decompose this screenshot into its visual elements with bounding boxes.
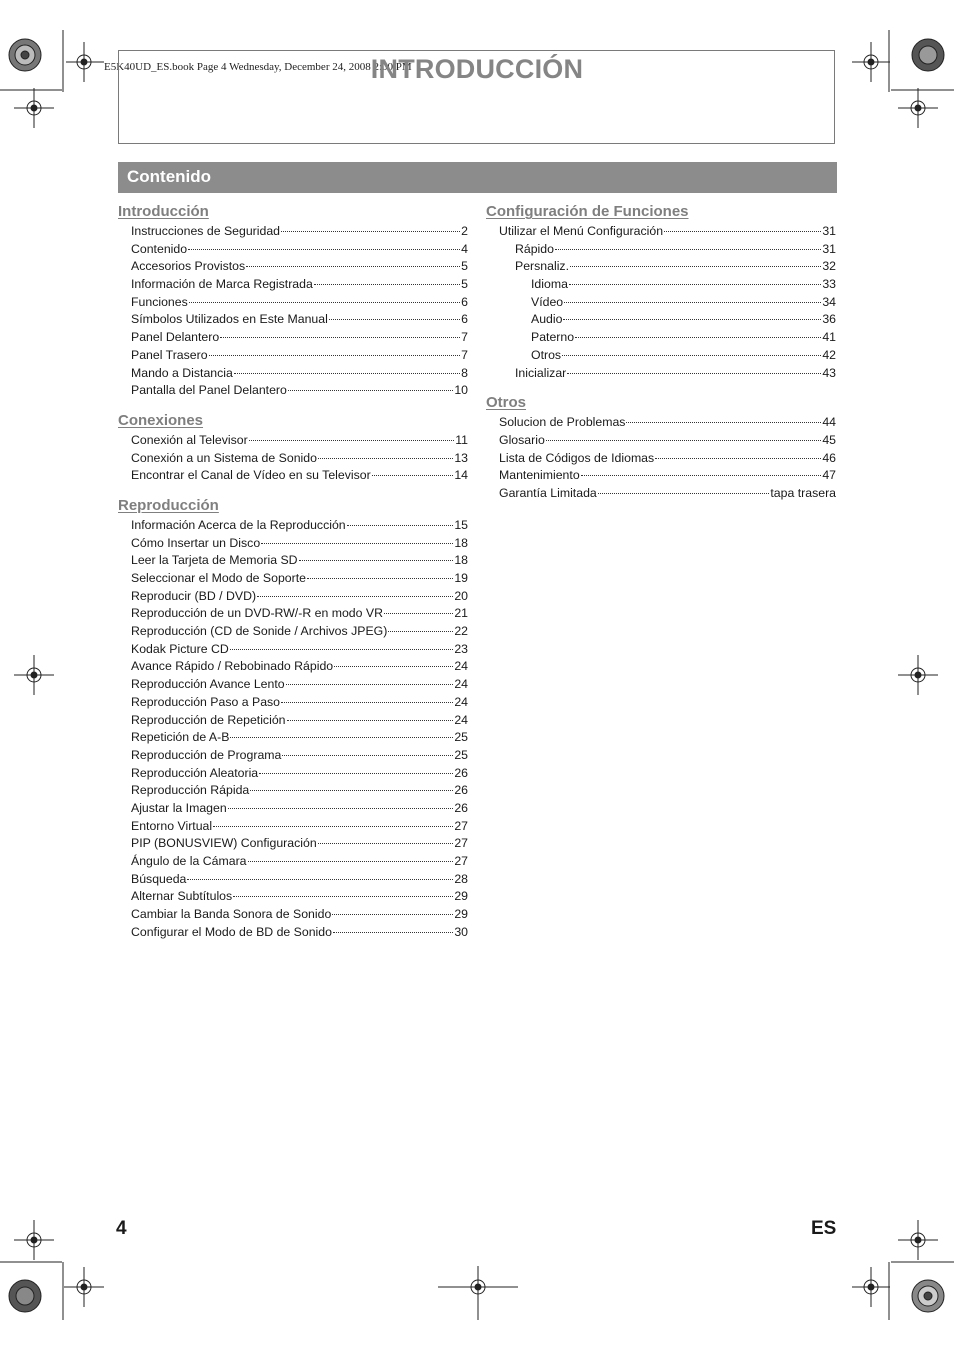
toc-entry-page: 13 bbox=[454, 450, 468, 465]
toc-group bbox=[486, 201, 836, 382]
toc-leader-dots bbox=[189, 302, 460, 303]
toc-entry-page: 47 bbox=[822, 468, 836, 483]
toc-leader-dots bbox=[246, 266, 460, 267]
toc-leader-dots bbox=[563, 319, 821, 320]
toc-entry-label: Vídeo bbox=[531, 294, 564, 309]
toc-left-column bbox=[118, 201, 468, 951]
toc-entry[interactable] bbox=[118, 676, 468, 694]
toc-leader-dots bbox=[307, 578, 453, 579]
toc-entry-label: Persnaliz. bbox=[515, 259, 569, 274]
toc-leader-dots bbox=[333, 932, 453, 933]
toc-entry-page: 29 bbox=[454, 889, 468, 904]
toc-entry-page: 18 bbox=[454, 535, 468, 550]
toc-group-title[interactable]: Configuración de Funciones bbox=[486, 203, 689, 220]
toc-leader-dots bbox=[388, 631, 453, 632]
toc-leader-dots bbox=[220, 337, 460, 338]
toc-entry-page: 24 bbox=[454, 694, 468, 709]
toc-entry[interactable] bbox=[486, 414, 836, 432]
toc-entry-page: 41 bbox=[822, 330, 836, 345]
toc-entry-label: Avance Rápido / Rebobinado Rápido bbox=[131, 659, 334, 674]
language-code: ES bbox=[811, 1218, 837, 1239]
toc-leader-dots bbox=[287, 720, 454, 721]
toc-entry-label: Reproducción (CD de Sonide / Archivos JPEG) bbox=[131, 624, 388, 639]
toc-entry-label: Kodak Picture CD bbox=[131, 641, 229, 656]
toc-entry-label: Reproducción Avance Lento bbox=[131, 677, 285, 692]
toc-group-title[interactable]: Reproducción bbox=[118, 496, 219, 514]
toc-entry-label: Panel Delantero bbox=[131, 330, 220, 345]
toc-leader-dots bbox=[259, 773, 453, 774]
toc-entry-page: 27 bbox=[454, 836, 468, 851]
toc-entry-page: 42 bbox=[822, 347, 836, 362]
toc-entry-page: 24 bbox=[454, 677, 468, 692]
toc-entry[interactable] bbox=[118, 450, 468, 468]
toc-entry-page: 21 bbox=[454, 606, 468, 621]
toc-entry-label: Instrucciones de Seguridad bbox=[131, 224, 281, 238]
toc-leader-dots bbox=[664, 231, 821, 232]
toc-entry[interactable] bbox=[486, 223, 836, 241]
toc-entry-page: 36 bbox=[822, 312, 836, 327]
toc-entry-label: Búsqueda bbox=[131, 871, 187, 886]
toc-entry[interactable] bbox=[118, 223, 468, 241]
toc-entry[interactable] bbox=[118, 641, 468, 659]
toc-right-column bbox=[486, 201, 836, 513]
section-bar bbox=[118, 162, 837, 193]
toc-entry-label: Encontrar el Canal de Vídeo en su Televisor bbox=[131, 468, 371, 483]
toc-leader-dots bbox=[213, 826, 453, 827]
toc-leader-dots bbox=[581, 475, 822, 476]
toc-entry-page: 7 bbox=[461, 347, 468, 362]
toc-entry-page: 28 bbox=[454, 871, 468, 886]
toc-leader-dots bbox=[329, 319, 460, 320]
toc-entry-label: Conexión a un Sistema de Sonido bbox=[131, 450, 317, 465]
toc-entry-label: Audio bbox=[531, 312, 563, 327]
toc-entry-label: Cómo Insertar un Disco bbox=[131, 535, 261, 550]
toc-leader-dots bbox=[626, 422, 821, 423]
toc-entry-label: Glosario bbox=[499, 432, 545, 447]
toc-entry-label: Reproducción Paso a Paso bbox=[131, 694, 281, 709]
toc-leader-dots bbox=[569, 284, 821, 285]
toc-entry-label: Lista de Códigos de Idiomas bbox=[499, 450, 655, 465]
toc-entry-page: 45 bbox=[822, 432, 836, 447]
toc-entry-page: 19 bbox=[454, 571, 468, 585]
toc-group-title[interactable]: Otros bbox=[486, 394, 527, 412]
toc-entry-label: Pantalla del Panel Delantero bbox=[131, 383, 287, 398]
toc-entry[interactable] bbox=[118, 623, 468, 641]
toc-entry[interactable] bbox=[118, 800, 468, 818]
toc-group bbox=[118, 410, 468, 485]
toc-entry[interactable] bbox=[118, 570, 468, 588]
toc-entry-page: 11 bbox=[455, 432, 468, 447]
toc-leader-dots bbox=[655, 458, 821, 459]
toc-leader-dots bbox=[230, 737, 453, 738]
toc-leader-dots bbox=[318, 843, 454, 844]
toc-leader-dots bbox=[288, 390, 453, 391]
toc-entry[interactable] bbox=[486, 276, 836, 294]
toc-leader-dots bbox=[372, 475, 454, 476]
toc-entry-label: Símbolos Utilizados en Este Manual bbox=[131, 312, 328, 327]
toc-entry[interactable] bbox=[486, 258, 836, 276]
toc-entry-label: Idioma bbox=[531, 277, 568, 292]
toc-entry[interactable] bbox=[118, 432, 468, 450]
toc-entry-page: 8 bbox=[461, 365, 468, 380]
toc-leader-dots bbox=[598, 493, 770, 494]
toc-leader-dots bbox=[234, 373, 460, 374]
toc-entry[interactable] bbox=[118, 694, 468, 712]
toc-entry-label: Funciones bbox=[131, 294, 188, 309]
toc-entry-label: Rápido bbox=[515, 241, 554, 256]
toc-entry-label: Mando a Distancia bbox=[131, 365, 233, 380]
toc-leader-dots bbox=[261, 543, 453, 544]
toc-entry-label: Entorno Virtual bbox=[131, 818, 213, 833]
toc-entry[interactable] bbox=[118, 347, 468, 365]
toc-leader-dots bbox=[334, 666, 453, 667]
toc-entry-page: 27 bbox=[454, 818, 468, 833]
toc-entry[interactable] bbox=[486, 485, 836, 503]
toc-entry-label: Utilizar el Menú Configuración bbox=[499, 224, 664, 238]
toc-entry[interactable] bbox=[118, 241, 468, 259]
toc-entry-label: Solucion de Problemas bbox=[499, 415, 626, 430]
toc-entry[interactable] bbox=[118, 747, 468, 765]
toc-entry-page: 10 bbox=[454, 383, 468, 398]
toc-group-title[interactable]: Introducción bbox=[118, 203, 209, 220]
toc-entry[interactable] bbox=[118, 712, 468, 730]
toc-entry[interactable] bbox=[486, 347, 836, 365]
toc-entry-page: 4 bbox=[461, 241, 468, 256]
toc-entry-page: 26 bbox=[454, 800, 468, 815]
toc-group bbox=[486, 392, 836, 502]
section-title: Contenido bbox=[127, 167, 212, 186]
toc-entry-page: 24 bbox=[454, 712, 468, 727]
toc-entry[interactable] bbox=[118, 467, 468, 485]
toc-leader-dots bbox=[314, 284, 460, 285]
toc-entry-page: 29 bbox=[454, 907, 468, 922]
toc-group-title[interactable]: Conexiones bbox=[118, 411, 204, 429]
toc-entry-page: 27 bbox=[454, 854, 468, 868]
toc-leader-dots bbox=[562, 355, 821, 356]
page-title: INTRODUCCIÓN bbox=[370, 54, 584, 84]
toc-entry-page: 43 bbox=[822, 365, 836, 380]
toc-entry[interactable] bbox=[486, 365, 836, 383]
toc-entry[interactable] bbox=[486, 329, 836, 347]
toc-leader-dots bbox=[188, 249, 460, 250]
toc-leader-dots bbox=[248, 861, 454, 862]
toc-entry[interactable] bbox=[118, 365, 468, 383]
toc-entry-page: 5 bbox=[461, 259, 468, 274]
toc-leader-dots bbox=[555, 249, 821, 250]
toc-entry[interactable] bbox=[486, 450, 836, 468]
toc-entry-label: Ajustar la Imagen bbox=[131, 800, 227, 815]
toc-leader-dots bbox=[233, 896, 453, 897]
toc-entry-page: tapa trasera bbox=[770, 485, 836, 500]
toc-leader-dots bbox=[332, 914, 453, 915]
toc-entry-page: 26 bbox=[454, 765, 468, 780]
toc-entry[interactable] bbox=[118, 906, 468, 924]
toc-entry-label: Panel Trasero bbox=[131, 347, 208, 362]
toc-entry[interactable] bbox=[118, 729, 468, 747]
toc-entry-page: 24 bbox=[454, 659, 468, 674]
toc-entry[interactable] bbox=[118, 782, 468, 800]
toc-leader-dots bbox=[209, 355, 461, 356]
toc-entry[interactable] bbox=[486, 241, 836, 259]
toc-entry[interactable] bbox=[118, 329, 468, 347]
toc-leader-dots bbox=[564, 302, 821, 303]
toc-entry[interactable] bbox=[118, 535, 468, 553]
toc-entry-page: 14 bbox=[454, 468, 468, 483]
toc-leader-dots bbox=[250, 790, 453, 791]
toc-entry-label: Conexión al Televisor bbox=[131, 432, 248, 447]
toc-entry-page: 31 bbox=[822, 241, 836, 256]
toc-entry-label: Mantenimiento bbox=[499, 468, 580, 483]
toc-entry-page: 34 bbox=[822, 294, 836, 309]
toc-entry[interactable] bbox=[118, 258, 468, 276]
page-number: 4 bbox=[116, 1218, 127, 1239]
toc-leader-dots bbox=[230, 649, 454, 650]
toc-entry-page: 31 bbox=[822, 224, 836, 238]
toc-entry-label: Configurar el Modo de BD de Sonido bbox=[131, 924, 332, 939]
toc-entry-label: Reproducción de Programa bbox=[131, 747, 282, 762]
toc-entry-label: Cambiar la Banda Sonora de Sonido bbox=[131, 907, 332, 922]
print-header: E5K40UD_ES.book Page 4 Wednesday, December 24, 2008 2:00 PM bbox=[104, 61, 412, 73]
toc-entry[interactable] bbox=[118, 871, 468, 889]
toc-leader-dots bbox=[282, 755, 453, 756]
toc-leader-dots bbox=[281, 231, 460, 232]
toc-leader-dots bbox=[575, 337, 821, 338]
toc-entry-page: 22 bbox=[454, 624, 468, 639]
toc-entry-label: Reproducción de Repetición bbox=[131, 712, 286, 727]
toc-entry-label: Contenido bbox=[131, 241, 188, 256]
toc-entry-page: 33 bbox=[822, 277, 836, 292]
toc-entry[interactable] bbox=[118, 818, 468, 836]
toc-entry[interactable] bbox=[118, 517, 468, 535]
toc-entry-label: Inicializar bbox=[515, 365, 567, 380]
toc-entry[interactable] bbox=[486, 311, 836, 329]
toc-entry[interactable] bbox=[118, 853, 468, 871]
toc-entry-label: Reproducción Rápida bbox=[131, 783, 250, 798]
toc-entry-label: Información Acerca de la Reproducción bbox=[131, 517, 346, 532]
toc-leader-dots bbox=[257, 596, 453, 597]
toc-group bbox=[118, 495, 468, 942]
toc-entry-label: Reproducción Aleatoria bbox=[131, 765, 259, 780]
toc-entry-page: 5 bbox=[461, 277, 468, 292]
toc-entry-page: 20 bbox=[454, 588, 468, 603]
toc-entry[interactable] bbox=[118, 588, 468, 606]
toc-entry-label: Información de Marca Registrada bbox=[131, 277, 313, 292]
toc-entry[interactable] bbox=[118, 605, 468, 623]
toc-entry-page: 15 bbox=[454, 517, 468, 532]
toc-entry[interactable] bbox=[118, 888, 468, 906]
toc-entry-page: 6 bbox=[461, 294, 468, 309]
toc-entry-page: 18 bbox=[454, 553, 468, 568]
toc-leader-dots bbox=[249, 440, 455, 441]
toc-entry-label: Garantía Limitada bbox=[499, 485, 597, 500]
toc-entry[interactable] bbox=[118, 276, 468, 294]
toc-entry[interactable] bbox=[118, 294, 468, 312]
toc-entry[interactable] bbox=[118, 658, 468, 676]
toc-entry-page: 6 bbox=[461, 312, 468, 327]
toc-entry-label: Alternar Subtítulos bbox=[131, 889, 233, 904]
toc-entry-label: Leer la Tarjeta de Memoria SD bbox=[131, 553, 298, 568]
toc-entry-page: 32 bbox=[822, 259, 836, 274]
toc-entry-label: Repetición de A-B bbox=[131, 730, 230, 745]
toc-entry-label: Otros bbox=[531, 347, 562, 362]
toc-leader-dots bbox=[570, 266, 821, 267]
toc-leader-dots bbox=[546, 440, 822, 441]
toc-leader-dots bbox=[286, 684, 454, 685]
toc-entry-label: PIP (BONUSVIEW) Configuración bbox=[131, 836, 317, 851]
toc-entry[interactable] bbox=[118, 765, 468, 783]
toc-leader-dots bbox=[347, 525, 454, 526]
toc-group bbox=[118, 201, 468, 400]
toc-leader-dots bbox=[299, 560, 454, 561]
toc-entry-page: 23 bbox=[454, 641, 468, 656]
toc-leader-dots bbox=[567, 373, 821, 374]
toc-entry[interactable] bbox=[118, 924, 468, 942]
toc-entry-page: 25 bbox=[454, 730, 468, 745]
toc-entry-page: 30 bbox=[454, 924, 468, 939]
toc-leader-dots bbox=[384, 613, 453, 614]
toc-entry-page: 7 bbox=[461, 330, 468, 345]
toc-entry-label: Ángulo de la Cámara bbox=[131, 854, 247, 868]
toc-entry-label: Seleccionar el Modo de Soporte bbox=[131, 571, 306, 585]
toc-entry-label: Accesorios Provistos bbox=[131, 259, 246, 274]
toc-entry[interactable] bbox=[486, 432, 836, 450]
toc-entry-page: 25 bbox=[454, 747, 468, 762]
toc-leader-dots bbox=[281, 702, 453, 703]
toc-entry-page: 44 bbox=[822, 415, 836, 430]
toc-entry[interactable] bbox=[118, 552, 468, 570]
toc-entry-label: Paterno bbox=[531, 330, 575, 345]
toc-leader-dots bbox=[187, 879, 453, 880]
toc-entry[interactable] bbox=[118, 382, 468, 400]
toc-entry[interactable] bbox=[486, 294, 836, 312]
toc-entry[interactable] bbox=[486, 467, 836, 485]
toc-leader-dots bbox=[318, 458, 453, 459]
toc-entry-label: Reproducción de un DVD-RW/-R en modo VR bbox=[131, 606, 383, 621]
toc-entry-page: 26 bbox=[454, 783, 468, 798]
toc-entry-label: Reproducir (BD / DVD) bbox=[131, 588, 257, 603]
toc-leader-dots bbox=[228, 808, 454, 809]
toc-entry[interactable] bbox=[118, 835, 468, 853]
toc-entry-page: 46 bbox=[822, 450, 836, 465]
toc-entry[interactable] bbox=[118, 311, 468, 329]
toc-entry-page: 2 bbox=[461, 224, 468, 238]
